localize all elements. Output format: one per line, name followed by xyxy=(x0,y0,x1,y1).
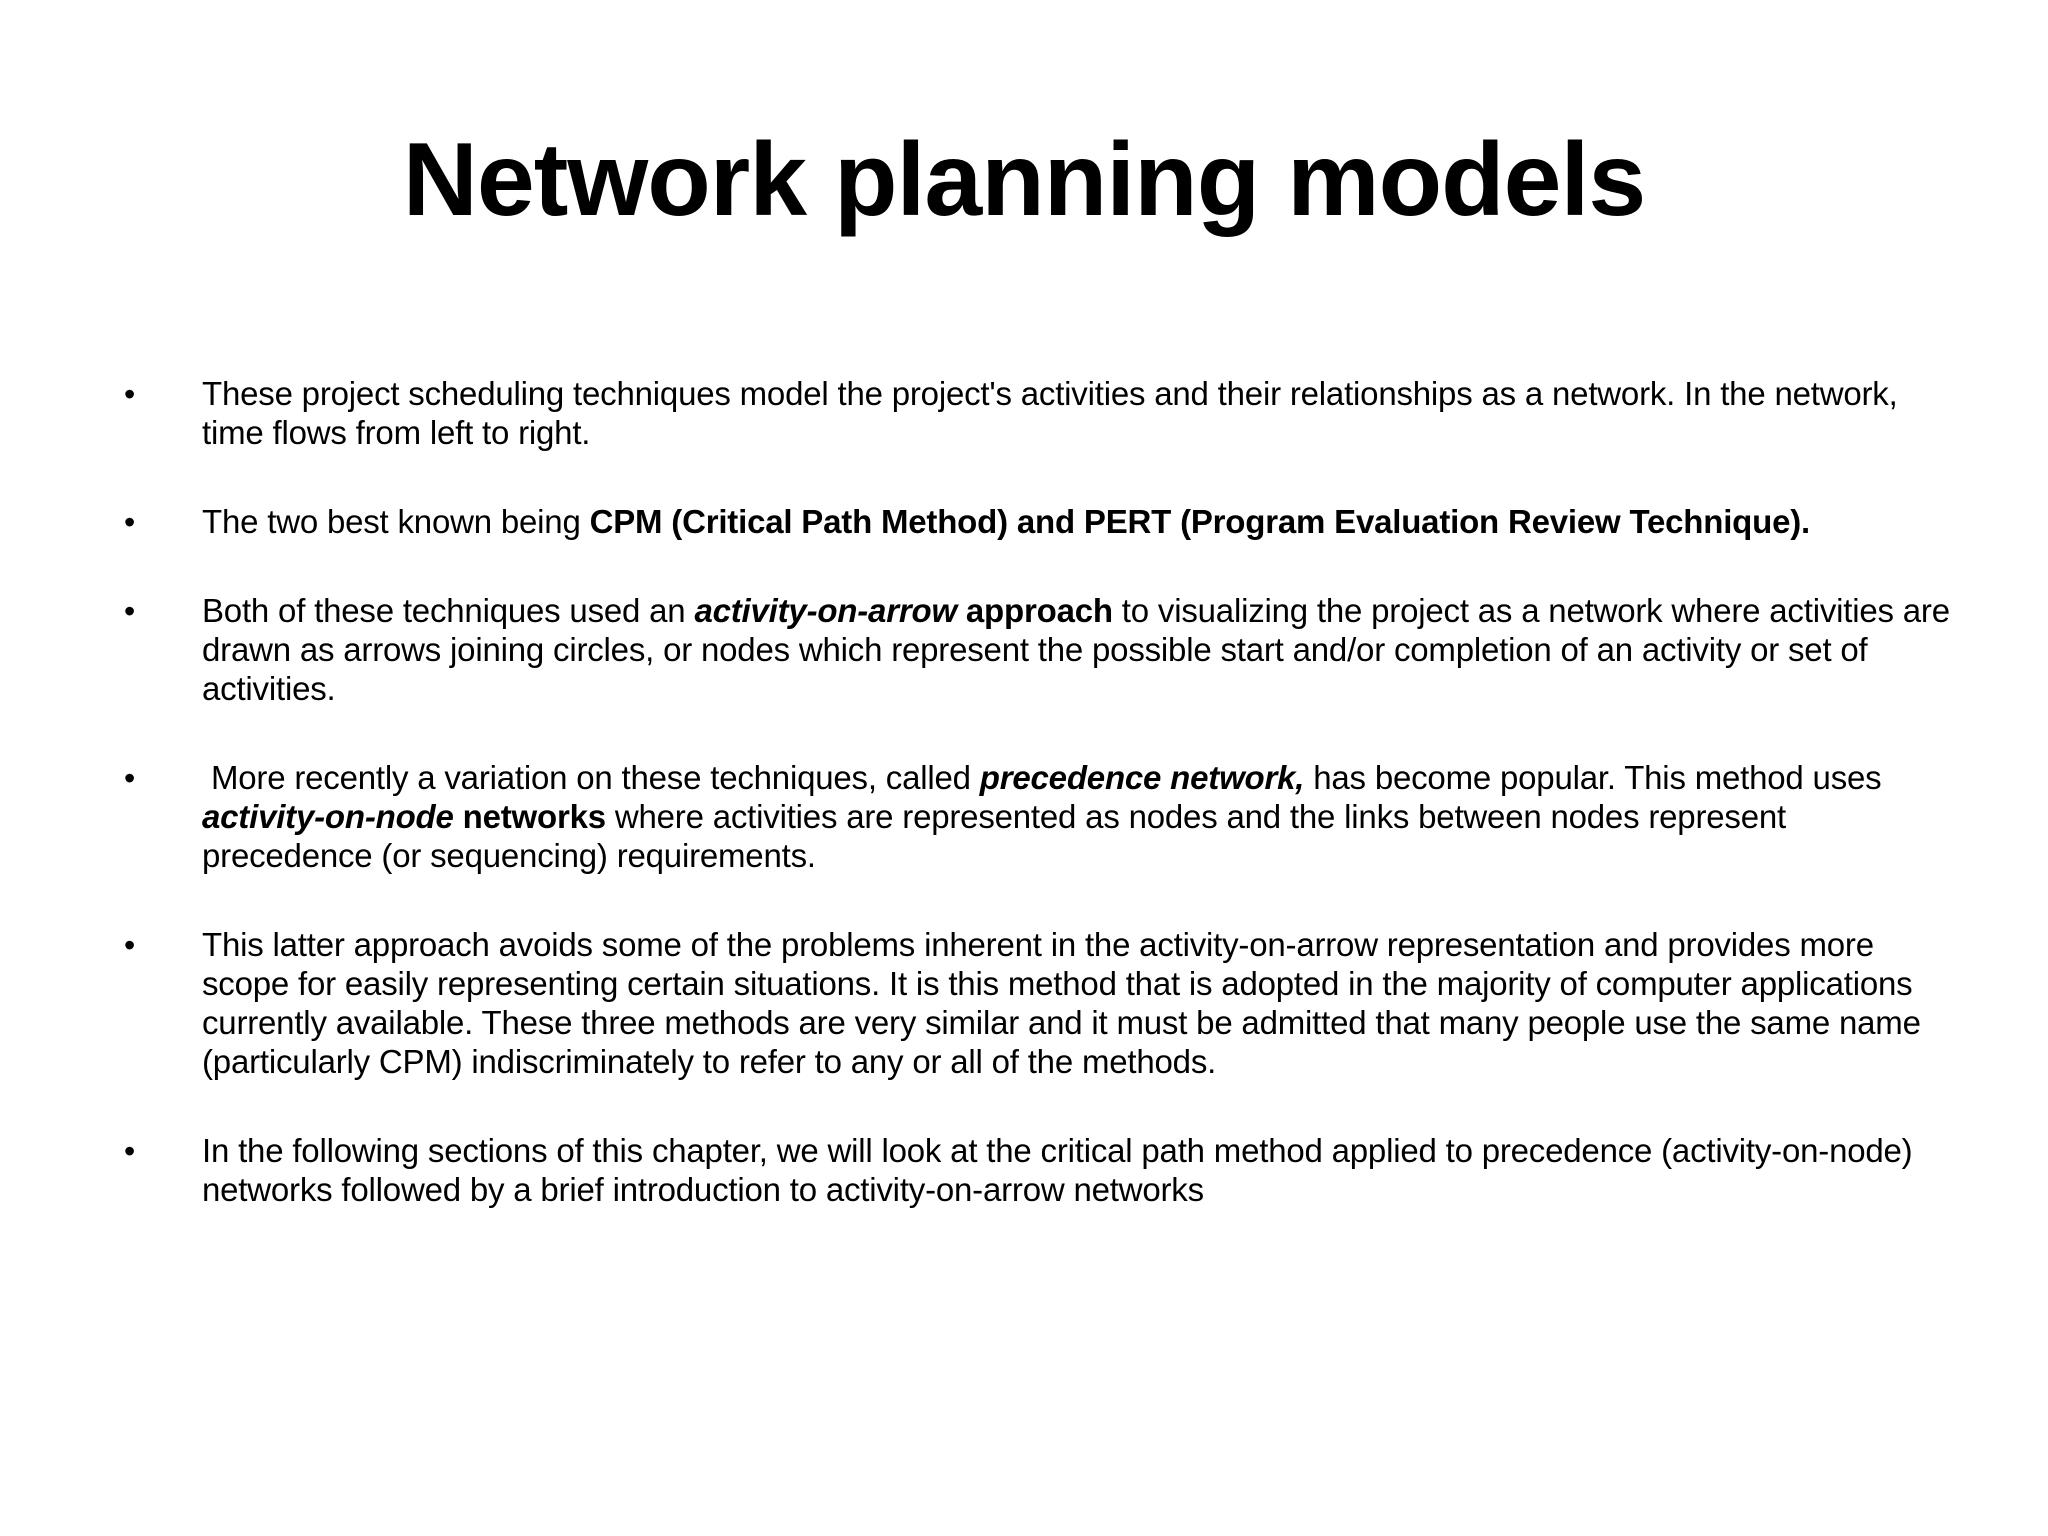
text-run: More recently a variation on these techniques, called xyxy=(202,759,980,796)
text-run: In the following sections of this chapter, we will look at the critical path method applied to precedence (activity-on-node) networks followed by a brief introduction to activity-on-arrow networks xyxy=(202,1132,1913,1208)
bullet-text xyxy=(202,758,1962,875)
bullet-item xyxy=(0,591,2048,708)
text-run: Both of these techniques used an xyxy=(202,592,695,629)
bold-text-run: networks xyxy=(453,798,606,835)
text-run: This latter approach avoids some of the problems inherent in the activity-on-arrow representation and provides more scope for easily representing certain situations. It is this method that is adopted in the majority of computer applications currently available. These three methods are very similar and it must be admitted that many people use the same name (particularly CPM) indiscriminately to refer to any or all of the methods. xyxy=(202,926,1921,1080)
bullet-text xyxy=(202,1131,1962,1209)
bullet-dot-icon: • xyxy=(124,760,136,796)
bullet-item xyxy=(0,502,2048,541)
bullet-text xyxy=(202,925,1962,1081)
bullet-dot-icon: • xyxy=(124,1133,136,1169)
bold-italic-text-run: activity-on-arrow xyxy=(694,592,957,629)
bold-italic-text-run: precedence network, xyxy=(979,759,1305,796)
bullet-dot-icon: • xyxy=(124,927,136,963)
bullet-item xyxy=(0,374,2048,452)
text-run: The two best known being xyxy=(202,503,590,540)
bullet-dot-icon: • xyxy=(124,504,136,540)
text-run: where activities are represented as nodes and the links between nodes represent precedence (or sequencing) requirements. xyxy=(202,798,1795,874)
text-run: to visualizing the project as a network where activities are drawn as arrows joining circles, or nodes which represent the possible start and/or completion of an activity or set of activities. xyxy=(202,592,1950,707)
bullet-text xyxy=(202,374,1962,452)
bold-text-run: approach xyxy=(956,592,1113,629)
bullet-item xyxy=(0,925,2048,1081)
bullet-text xyxy=(202,591,1962,708)
bullet-item xyxy=(0,1131,2048,1209)
bullet-dot-icon: • xyxy=(124,376,136,412)
bullet-text xyxy=(202,502,1962,541)
bold-italic-text-run: activity-on-node xyxy=(202,798,454,835)
bullet-list xyxy=(0,374,2048,1259)
bullet-dot-icon: • xyxy=(124,593,136,629)
bullet-item xyxy=(0,758,2048,875)
text-run: These project scheduling techniques model the project's activities and their relationships as a network. In the network, time flows from left to right. xyxy=(202,375,1898,451)
slide-title: Network planning models xyxy=(402,122,1646,238)
text-run: has become popular. This method uses xyxy=(1304,759,1891,796)
bold-text-run: CPM (Critical Path Method) and PERT (Program Evaluation Review Technique). xyxy=(589,503,1810,540)
